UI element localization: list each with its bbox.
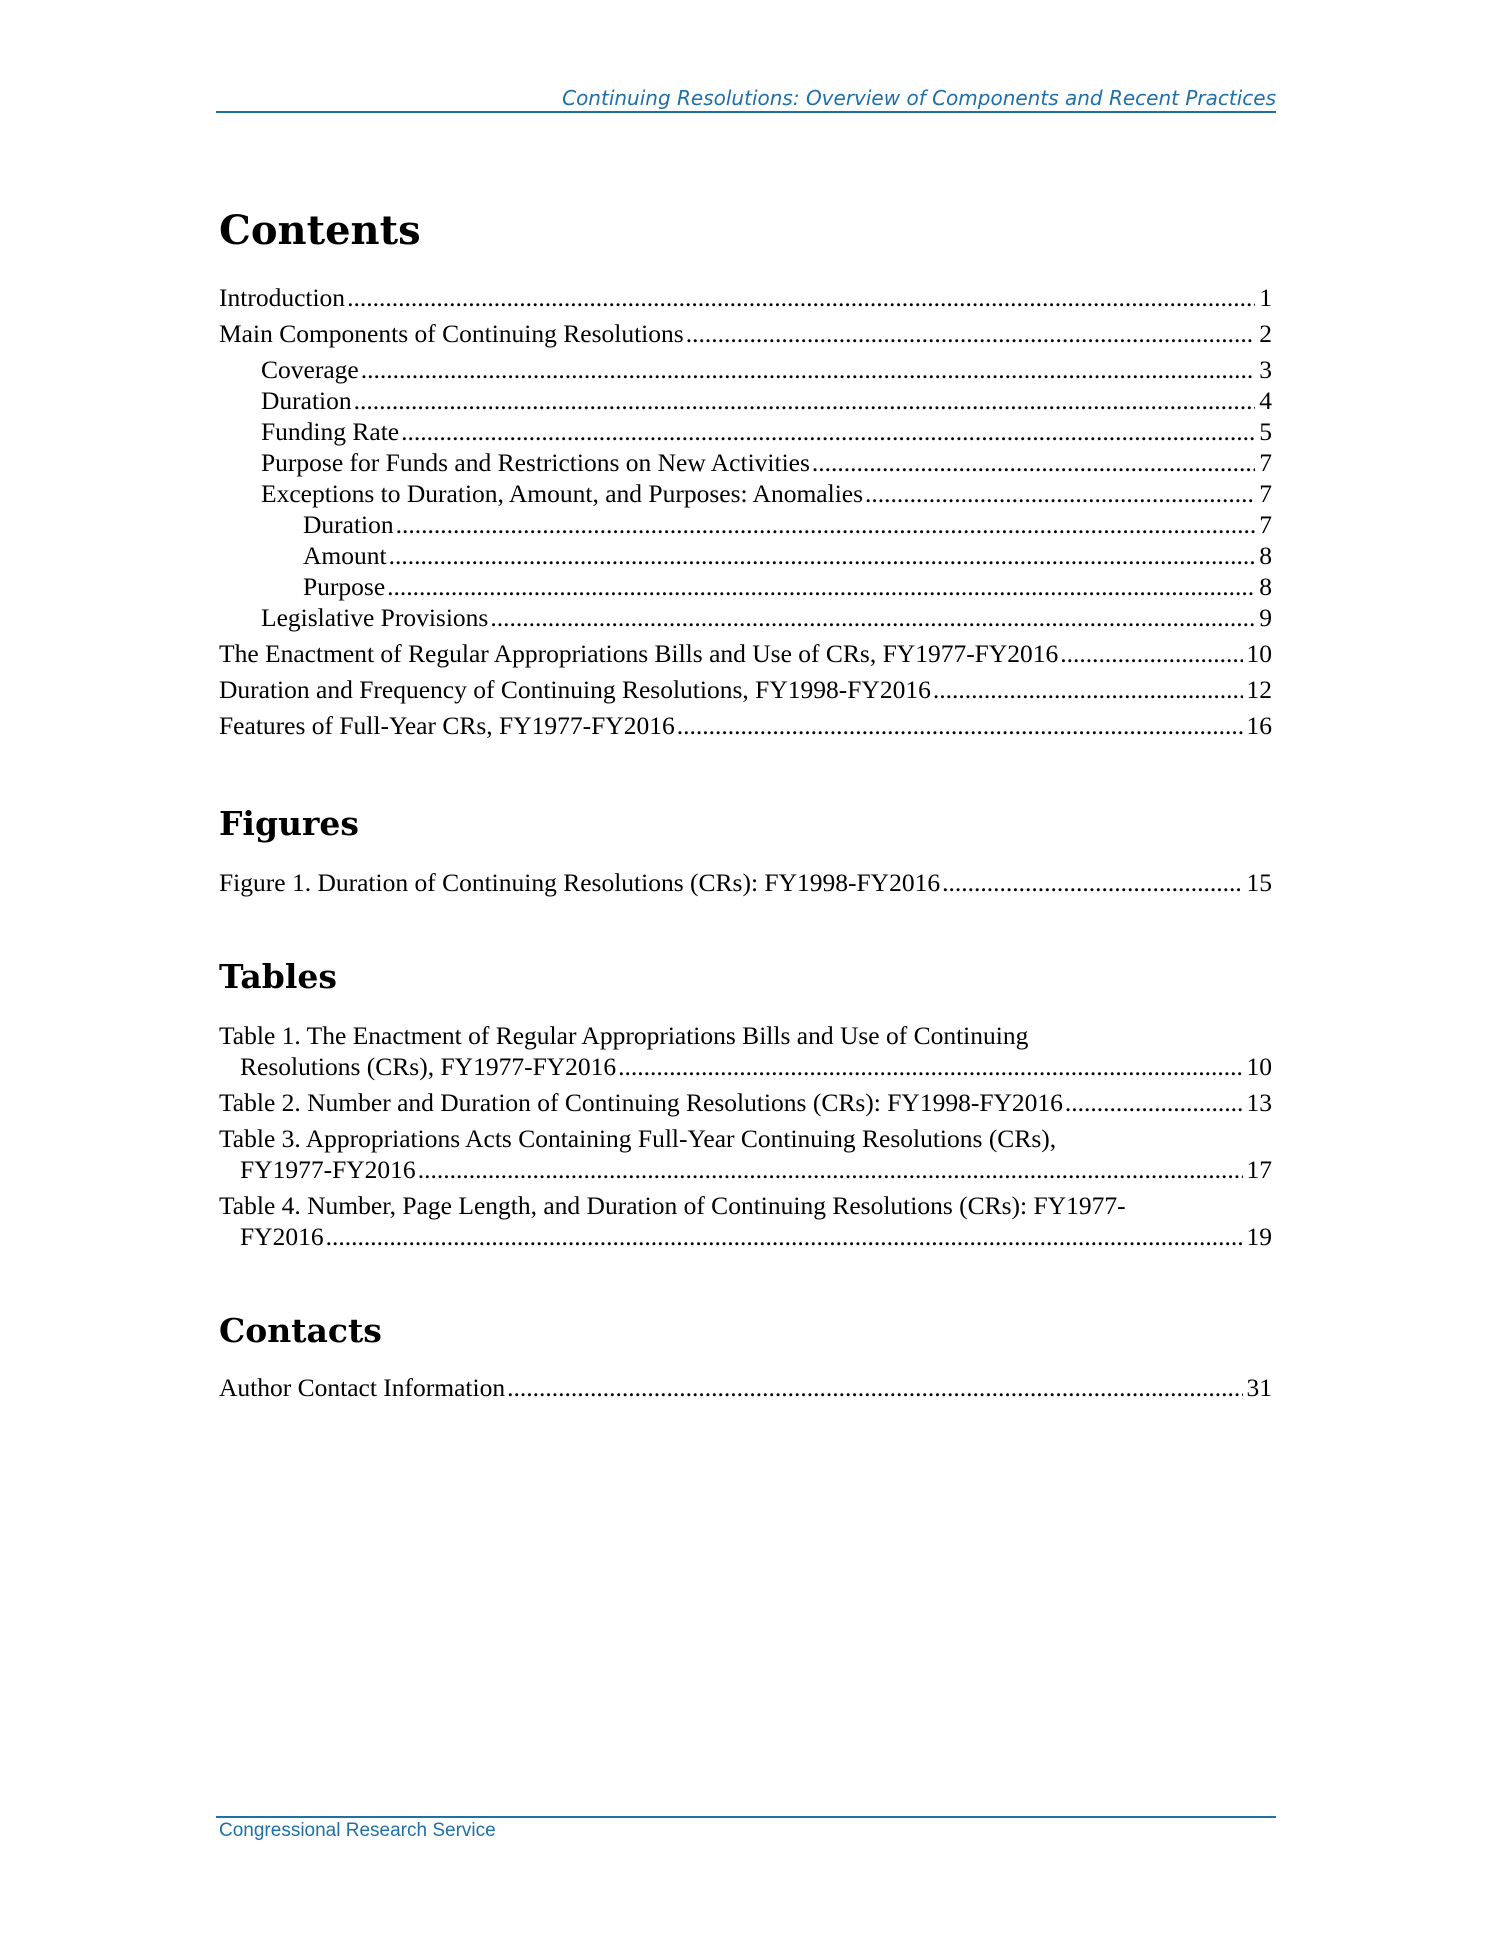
toc-leader-dots bbox=[490, 603, 1255, 633]
toc-entry-introduction[interactable] bbox=[219, 283, 1272, 319]
toc-entry-label: Features of Full-Year CRs, FY1977-FY2016 bbox=[219, 711, 675, 740]
toc-entry-page: 4 bbox=[1259, 386, 1272, 415]
toc-entry-label: Funding Rate bbox=[261, 417, 400, 446]
toc-entry-label: Table 3. Appropriations Acts Containing Full-Year Continuing Resolutions (CRs), bbox=[219, 1124, 1057, 1153]
toc-entry-page: 17 bbox=[1246, 1155, 1272, 1184]
toc-entry-author-contact[interactable] bbox=[219, 1373, 1272, 1409]
toc-entry-funding-rate[interactable] bbox=[219, 417, 1272, 448]
toc-leader-dots bbox=[401, 417, 1255, 447]
toc-entry-table-2[interactable] bbox=[219, 1088, 1272, 1124]
toc-entry-page: 16 bbox=[1246, 711, 1272, 740]
toc-leader-dots bbox=[507, 1373, 1242, 1403]
toc-entry-anomalies-purpose[interactable] bbox=[219, 572, 1272, 603]
contacts-list bbox=[219, 1373, 1272, 1409]
toc-entry-duration[interactable] bbox=[219, 386, 1272, 417]
toc-entry-page: 1 bbox=[1259, 283, 1272, 312]
toc-entry-page: 8 bbox=[1259, 572, 1272, 601]
contacts-heading: Contacts bbox=[219, 1311, 382, 1350]
toc-leader-dots bbox=[942, 868, 1242, 898]
toc-entry-page: 15 bbox=[1246, 868, 1272, 897]
toc-entry-label: Table 2. Number and Duration of Continuing Resolutions (CRs): FY1998-FY2016 bbox=[219, 1088, 1063, 1117]
toc-entry-enactment-regular-appropriations[interactable] bbox=[219, 639, 1272, 675]
tables-list bbox=[219, 1021, 1272, 1253]
toc-leader-dots bbox=[347, 283, 1255, 313]
tables-heading: Tables bbox=[219, 957, 337, 996]
toc-entry-label: Figure 1. Duration of Continuing Resolutions (CRs): FY1998-FY2016 bbox=[219, 868, 941, 897]
toc-entry-page: 7 bbox=[1259, 479, 1272, 508]
toc-entry-label-cont: FY2016 bbox=[240, 1222, 324, 1251]
running-header: Continuing Resolutions: Overview of Components and Recent Practices bbox=[562, 86, 1276, 110]
toc-entry-label: Table 1. The Enactment of Regular Appropriations Bills and Use of Continuing bbox=[219, 1021, 1029, 1050]
toc-entry-main-components[interactable] bbox=[219, 319, 1272, 355]
toc-entry-label-cont: FY1977-FY2016 bbox=[240, 1155, 416, 1184]
toc-entry-page: 3 bbox=[1259, 355, 1272, 384]
toc-entry-figure-1[interactable] bbox=[219, 868, 1272, 904]
toc-entry-label: Purpose for Funds and Restrictions on New Activities bbox=[261, 448, 810, 477]
toc-leader-dots bbox=[354, 386, 1256, 416]
toc-entry-anomalies-amount[interactable] bbox=[219, 541, 1272, 572]
toc-entry-page: 10 bbox=[1246, 1052, 1272, 1081]
toc-entry-label: Purpose bbox=[303, 572, 386, 601]
toc-entry-table-3[interactable] bbox=[219, 1124, 1272, 1186]
toc-entry-page: 7 bbox=[1259, 448, 1272, 477]
toc-entry-legislative-provisions[interactable] bbox=[219, 603, 1272, 639]
figures-heading: Figures bbox=[219, 804, 359, 843]
toc-entry-page: 10 bbox=[1246, 639, 1272, 668]
toc-entry-label: Amount bbox=[303, 541, 387, 570]
contents-list bbox=[219, 283, 1272, 747]
toc-entry-page: 2 bbox=[1259, 319, 1272, 348]
toc-entry-label: Table 4. Number, Page Length, and Duration of Continuing Resolutions (CRs): FY1977- bbox=[219, 1191, 1126, 1220]
toc-entry-duration-frequency[interactable] bbox=[219, 675, 1272, 711]
toc-entry-coverage[interactable] bbox=[219, 355, 1272, 386]
figures-list bbox=[219, 868, 1272, 904]
toc-entry-label: Exceptions to Duration, Amount, and Purposes: Anomalies bbox=[261, 479, 864, 508]
toc-entry-label: Duration bbox=[303, 510, 394, 539]
toc-leader-dots bbox=[1065, 1088, 1243, 1118]
toc-entry-label: Duration bbox=[261, 386, 352, 415]
toc-entry-label: Legislative Provisions bbox=[261, 603, 489, 632]
toc-entry-label: Author Contact Information bbox=[219, 1373, 506, 1402]
toc-entry-page: 13 bbox=[1246, 1088, 1272, 1117]
toc-leader-dots bbox=[361, 355, 1256, 385]
toc-leader-dots bbox=[865, 479, 1255, 509]
toc-entry-label: Main Components of Continuing Resolutions bbox=[219, 319, 684, 348]
toc-leader-dots bbox=[812, 448, 1255, 478]
toc-entry-page: 9 bbox=[1259, 603, 1272, 632]
toc-entry-page: 7 bbox=[1259, 510, 1272, 539]
toc-leader-dots bbox=[1060, 639, 1242, 669]
footer-rule bbox=[216, 1816, 1276, 1818]
toc-entry-label: Coverage bbox=[261, 355, 359, 384]
toc-leader-dots bbox=[387, 572, 1255, 602]
toc-leader-dots bbox=[933, 675, 1243, 705]
toc-entry-label-cont: Resolutions (CRs), FY1977-FY2016 bbox=[240, 1052, 617, 1081]
toc-entry-page: 5 bbox=[1259, 417, 1272, 446]
toc-entry-purpose-for-funds[interactable] bbox=[219, 448, 1272, 479]
toc-entry-continuation bbox=[219, 1155, 1272, 1186]
toc-entry-continuation bbox=[219, 1222, 1272, 1253]
toc-leader-dots bbox=[618, 1052, 1242, 1082]
toc-entry-page: 31 bbox=[1246, 1373, 1272, 1402]
toc-entry-page: 12 bbox=[1246, 675, 1272, 704]
toc-entry-table-4[interactable] bbox=[219, 1191, 1272, 1253]
toc-entry-page: 19 bbox=[1246, 1222, 1272, 1251]
toc-entry-page: 8 bbox=[1259, 541, 1272, 570]
footer-publisher: Congressional Research Service bbox=[219, 1820, 496, 1841]
toc-leader-dots bbox=[677, 711, 1243, 741]
header-rule bbox=[216, 111, 1276, 113]
toc-leader-dots bbox=[396, 510, 1256, 540]
toc-leader-dots bbox=[418, 1155, 1243, 1185]
toc-leader-dots bbox=[686, 319, 1256, 349]
toc-entry-continuation bbox=[219, 1052, 1272, 1083]
toc-entry-table-1[interactable] bbox=[219, 1021, 1272, 1083]
toc-leader-dots bbox=[389, 541, 1256, 571]
toc-entry-label: The Enactment of Regular Appropriations Bills and Use of CRs, FY1977-FY2016 bbox=[219, 639, 1059, 668]
toc-entry-label: Introduction bbox=[219, 283, 346, 312]
toc-entry-features-full-year-crs[interactable] bbox=[219, 711, 1272, 747]
contents-heading: Contents bbox=[219, 207, 421, 254]
toc-entry-label: Duration and Frequency of Continuing Resolutions, FY1998-FY2016 bbox=[219, 675, 931, 704]
toc-entry-anomalies-duration[interactable] bbox=[219, 510, 1272, 541]
toc-leader-dots bbox=[326, 1222, 1243, 1252]
toc-entry-exceptions-anomalies[interactable] bbox=[219, 479, 1272, 510]
